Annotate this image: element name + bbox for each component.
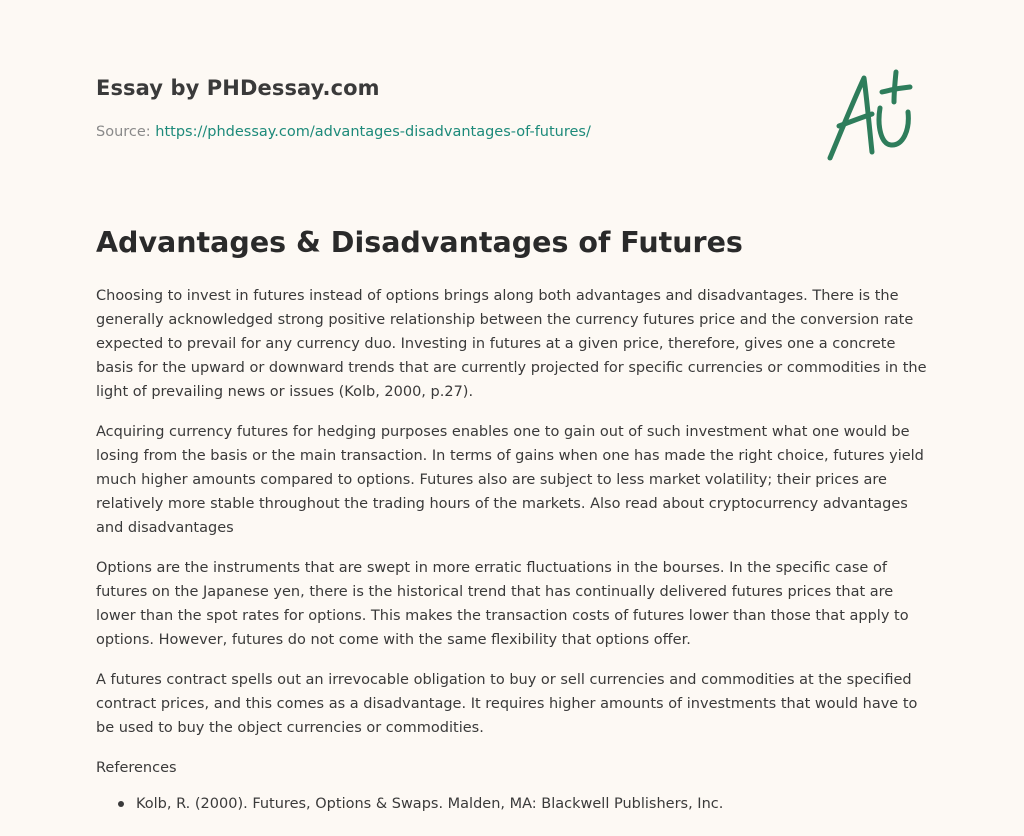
paragraph: Acquiring currency futures for hedging purposes enables one to gain out of such investment what one would be losing from the basis or the main transaction. In terms of gains when one has made the right choice, futures yield much higher amounts compared to options. Futures also are subject to less market volatility; their prices are relatively more stable throughout the trading hours of the markets. Also read about cryptocurrency advantages and disadvantages: [96, 424, 924, 536]
source-link[interactable]: https://phdessay.com/advantages-disadvantages-of-futures/: [155, 124, 591, 140]
reference-text: Kolb, R. (2000). Futures, Options & Swaps. Malden, MA: Blackwell Publishers, Inc.: [136, 796, 724, 812]
bullet-icon: [118, 801, 124, 807]
source-line: [96, 124, 591, 140]
references-heading: References: [96, 760, 177, 776]
a-plus-logo-icon: [824, 68, 928, 164]
page-title: Advantages & Disadvantages of Futures: [96, 226, 743, 259]
article-body: [96, 284, 930, 816]
paragraph: Options are the instruments that are swept in more erratic fluctuations in the bourses. In the specific case of futures on the Japanese yen, there is the historical trend that has continually delivered futures prices that are lower than the spot rates for options. This makes the transaction costs of futures lower than those that apply to options. However, futures do not come with the same flexibility that options offer.: [96, 560, 909, 648]
brand-title: Essay by PHDessay.com: [96, 76, 380, 100]
reference-item: [118, 792, 930, 816]
source-label: Source:: [96, 124, 151, 140]
page-header: [96, 0, 928, 190]
paragraph: A futures contract spells out an irrevocable obligation to buy or sell currencies and commodities at the specified contract prices, and this comes as a disadvantage. It requires higher amounts of investments that would have to be used to buy the object currencies or commodities.: [96, 672, 918, 736]
paragraph: Choosing to invest in futures instead of options brings along both advantages and disadvantages. There is the generally acknowledged strong positive relationship between the currency futures price and the conversion rate expected to prevail for any currency duo. Investing in futures at a given price, therefore, gives one a concrete basis for the upward or downward trends that are currently projected for specific currencies or commodities in the light of prevailing news or issues (Kolb, 2000, p.27).: [96, 288, 927, 400]
references-list: [96, 792, 930, 816]
